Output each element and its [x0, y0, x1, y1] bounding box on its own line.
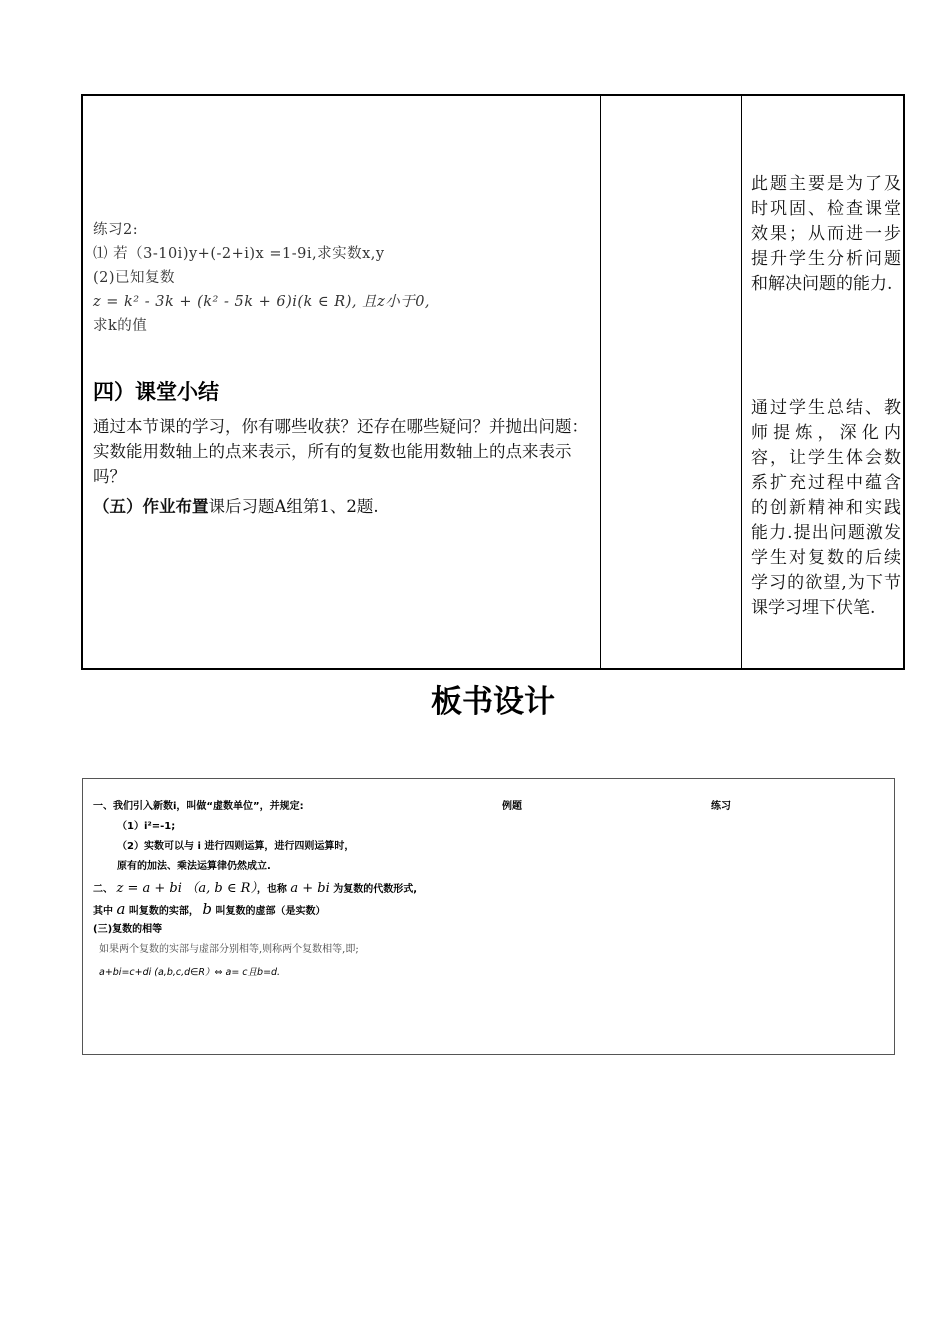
exercise-question-2-ask: 求k的值 [93, 318, 148, 334]
board-column-example: 例题 [502, 801, 522, 812]
board-real-part-symbol: a [116, 900, 126, 918]
board-imaginary-part-symbol: b [202, 900, 213, 918]
board-rule-3: 原有的加法、乘法运算律仍然成立. [117, 861, 271, 872]
exercise-question-1: ⑴ 若（3-10i)y+(-2+i)x =1-9i,求实数x,y [93, 246, 385, 262]
board-algebraic-form: a + bi [290, 881, 330, 896]
board-line-1: 一、我们引入新数i，叫做“虚数单位”，并规定: [93, 801, 304, 812]
board-section-3: (三)复数的相等 [93, 924, 163, 935]
board-line-3-suffix: 叫复数的虚部（是实数） [215, 906, 326, 917]
board-rule-1: （1）i²=-1; [117, 821, 176, 832]
lesson-table [81, 94, 905, 670]
exercise-title: 练习2: [93, 222, 139, 238]
board-equality-description: 如果两个复数的实部与虚部分别相等,则称两个复数相等,即; [99, 944, 359, 955]
column-divider [741, 96, 742, 668]
board-design-title: 板书设计 [431, 684, 555, 720]
board-line-3-prefix: 其中 [93, 906, 113, 917]
board-line-2-prefix: 二、 [93, 884, 113, 895]
board-line-3-mid: 叫复数的实部， [128, 906, 199, 917]
board-formula-condition: （a, b ∈ R） [185, 881, 257, 896]
exercise-question-2-label: (2)已知复数 [93, 270, 176, 286]
board-line-3 [93, 900, 326, 918]
board-algebraic-formula: z = a + bi [116, 881, 182, 896]
exercise-question-2-formula: z = k² - 3k + (k² - 5k + 6)i(k ∈ R), 且z小于0, [93, 294, 431, 310]
board-rule-2: （2）实数可以与 i 进行四则运算，进行四则运算时， [117, 841, 355, 852]
board-column-practice: 练习 [711, 801, 731, 812]
design-note-summary: 通过学生总结、教师提炼，深化内容，让学生体会数系扩充过程中蕴含的创新精神和实践能力.提出问题激发学生对复数的后续学习的欲望,为下节课学习埋下伏笔. [751, 398, 901, 618]
homework [93, 494, 598, 519]
summary-title: 四）课堂小结 [93, 380, 219, 404]
exercise-block [93, 218, 593, 338]
board-line-2-mid: ，也称 [256, 884, 287, 895]
homework-label: （五）作业布置 [93, 497, 209, 516]
summary-text: 通过本节课的学习，你有哪些收获？还存在哪些疑问？并抛出问题：实数能用数轴上的点来表示，所有的复数也能用数轴上的点来表示吗？ [93, 417, 588, 486]
board-equality-formula: a+bi=c+di (a,b,c,d∈R）⇔ a= c且b=d. [99, 967, 281, 978]
homework-text: 课后习题A组第1、2题. [208, 497, 379, 516]
board-line-2 [93, 877, 417, 896]
column-divider [600, 96, 601, 668]
design-note-exercise: 此题主要是为了及时巩固、检查课堂效果；从而进一步提升学生分析问题和解决问题的能力. [751, 174, 901, 294]
board-design-box [82, 778, 895, 1055]
board-line-2-suffix: 为复数的代数形式, [333, 884, 418, 895]
